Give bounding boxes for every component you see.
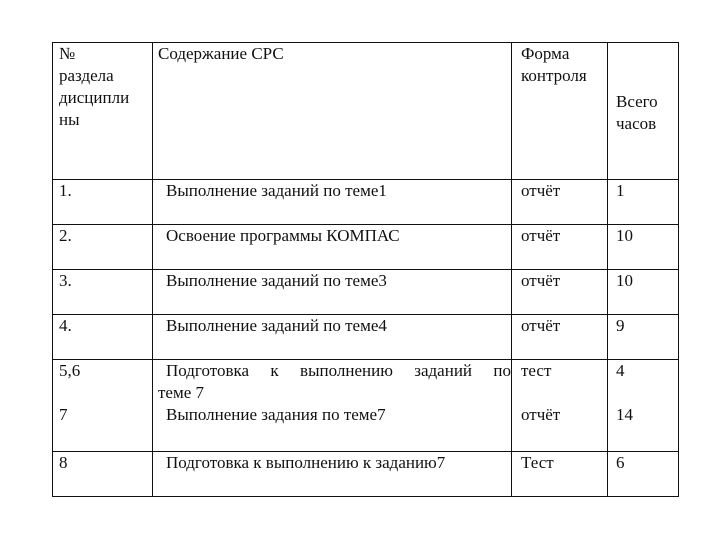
table-row [53, 270, 679, 315]
header-section-number: № раздела дисципли ны [53, 43, 153, 180]
table-row [53, 315, 679, 360]
row-number: 4. [53, 315, 153, 360]
table-row [53, 452, 679, 497]
header-total-hours: Всего часов [608, 43, 679, 180]
row-number: 8 [53, 452, 153, 497]
table-row-combined [53, 360, 679, 452]
row-hours: 4 14 [608, 360, 679, 452]
row-content: Выполнение заданий по теме1 [153, 180, 512, 225]
row-hours: 10 [608, 270, 679, 315]
row-content: Выполнение заданий по теме4 [153, 315, 512, 360]
table-row [53, 180, 679, 225]
row-hours: 1 [608, 180, 679, 225]
row-form: отчёт [512, 180, 608, 225]
row-number: 3. [53, 270, 153, 315]
srs-table [52, 42, 679, 497]
header-control-form: Форма контроля [512, 43, 608, 180]
table-row [53, 225, 679, 270]
row-number: 2. [53, 225, 153, 270]
row-form: отчёт [512, 315, 608, 360]
row-form: отчёт [512, 225, 608, 270]
row-form: отчёт [512, 270, 608, 315]
row-number: 1. [53, 180, 153, 225]
row-form: тест отчёт [512, 360, 608, 452]
row-number: 5,6 7 [53, 360, 153, 452]
row-content: Подготовка к выполнению к заданию7 [153, 452, 512, 497]
row-hours: 10 [608, 225, 679, 270]
header-row [53, 43, 679, 180]
header-content: Содержание СРС [153, 43, 512, 180]
row-content: Выполнение заданий по теме3 [153, 270, 512, 315]
row-content: Подготовка к выполнению заданий по теме 7 Выполнение задания по теме7 [153, 360, 512, 452]
row-hours: 9 [608, 315, 679, 360]
row-form: Тест [512, 452, 608, 497]
row-content: Освоение программы КОМПАС [153, 225, 512, 270]
row-hours: 6 [608, 452, 679, 497]
